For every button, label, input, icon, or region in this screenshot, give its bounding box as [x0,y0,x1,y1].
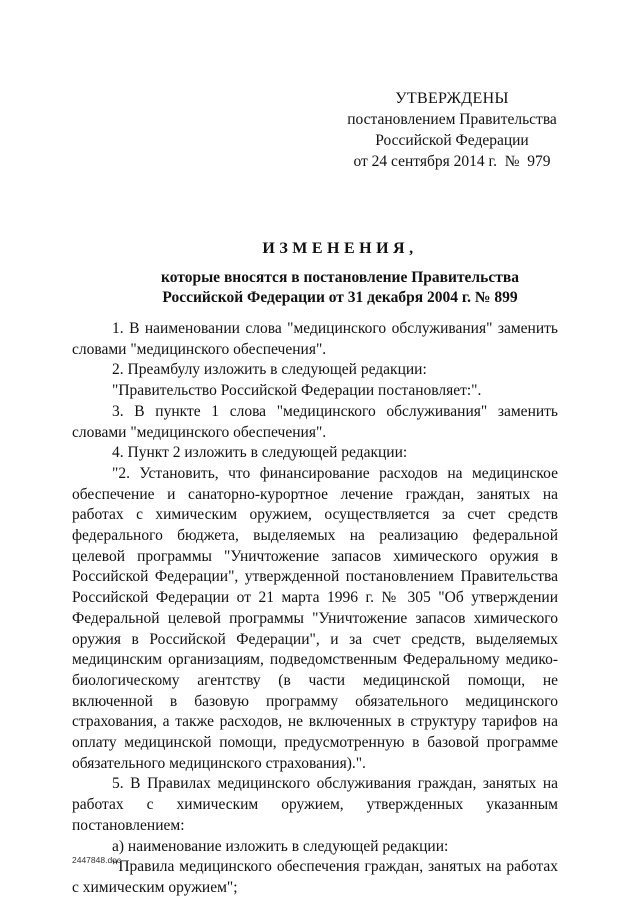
paragraph-4: 3. В пункте 1 слова "медицинского обслуживания" заменить словами "медицинского обеспечения". [72,402,558,441]
heading-subtitle-line-2: Российской Федерации от 31 декабря 2004 г. № 899 [162,289,518,306]
heading-subtitle [60,268,620,308]
stamp-line-1: постановлением Правительства [347,111,557,128]
paragraph-3: "Правительство Российской Федерации постановляет:". [112,382,482,400]
paragraph-7: 5. В Правилах медицинского обслуживания граждан, занятых на работах с химическим оружием, утвержденных указанным постановлением: [72,775,558,834]
heading-title: ИЗМЕНЕНИЯ, [262,240,418,257]
paragraph-5: 4. Пункт 2 изложить в следующей редакции: [112,444,408,462]
paragraph-6: "2. Установить, что финансирование расходов на медицинское обеспечение и санаторно-курортное лечение граждан, занятых на работах с химическим оружием, осуществляется за счет средств федерального бюджета, выделяемых на реализацию федеральной целевой программы "Уничтожение запасов химического оружия в Российской Федерации", утвержденной постановлением Правительства Российской Федерации от 21 марта 1996 г. № 305 "Об утверждении Федеральной целевой программы "Уничтожение запасов химического оружия в Российской Федерации", и за счет средств, выделяемых медицинским организациям, подведомственным Федеральному медико-биологическому агентству (в части медицинской помощи, не включенной в базовую программу обязательного медицинского страхования, а также расходов, не включенных в структуру тарифов на оплату медицинской помощи, предусмотренную в базовой программе обязательного медицинского страхования).". [72,464,558,772]
footer-filename: 2447848.doc [72,855,122,865]
document-body [72,319,558,899]
document-heading [60,238,620,308]
stamp-line-2: Российской Федерации [375,132,529,149]
paragraph-9: "Правила медицинского обеспечения граждан, занятых на работах с химическим оружием"; [72,858,558,896]
approval-stamp [336,88,568,172]
paragraph-2: 2. Преамбулу изложить в следующей редакции: [112,361,427,379]
stamp-title: УТВЕРЖДЕНЫ [395,90,509,107]
paragraph-1: 1. В наименовании слова "медицинского обслуживания" заменить словами "медицинского обеспечения". [72,320,558,358]
stamp-line-3: от 24 сентября 2014 г. № 979 [353,153,551,170]
heading-subtitle-line-1: которые вносятся в постановление Правительства [161,269,519,286]
paragraph-8: а) наименование изложить в следующей редакции: [112,837,449,855]
